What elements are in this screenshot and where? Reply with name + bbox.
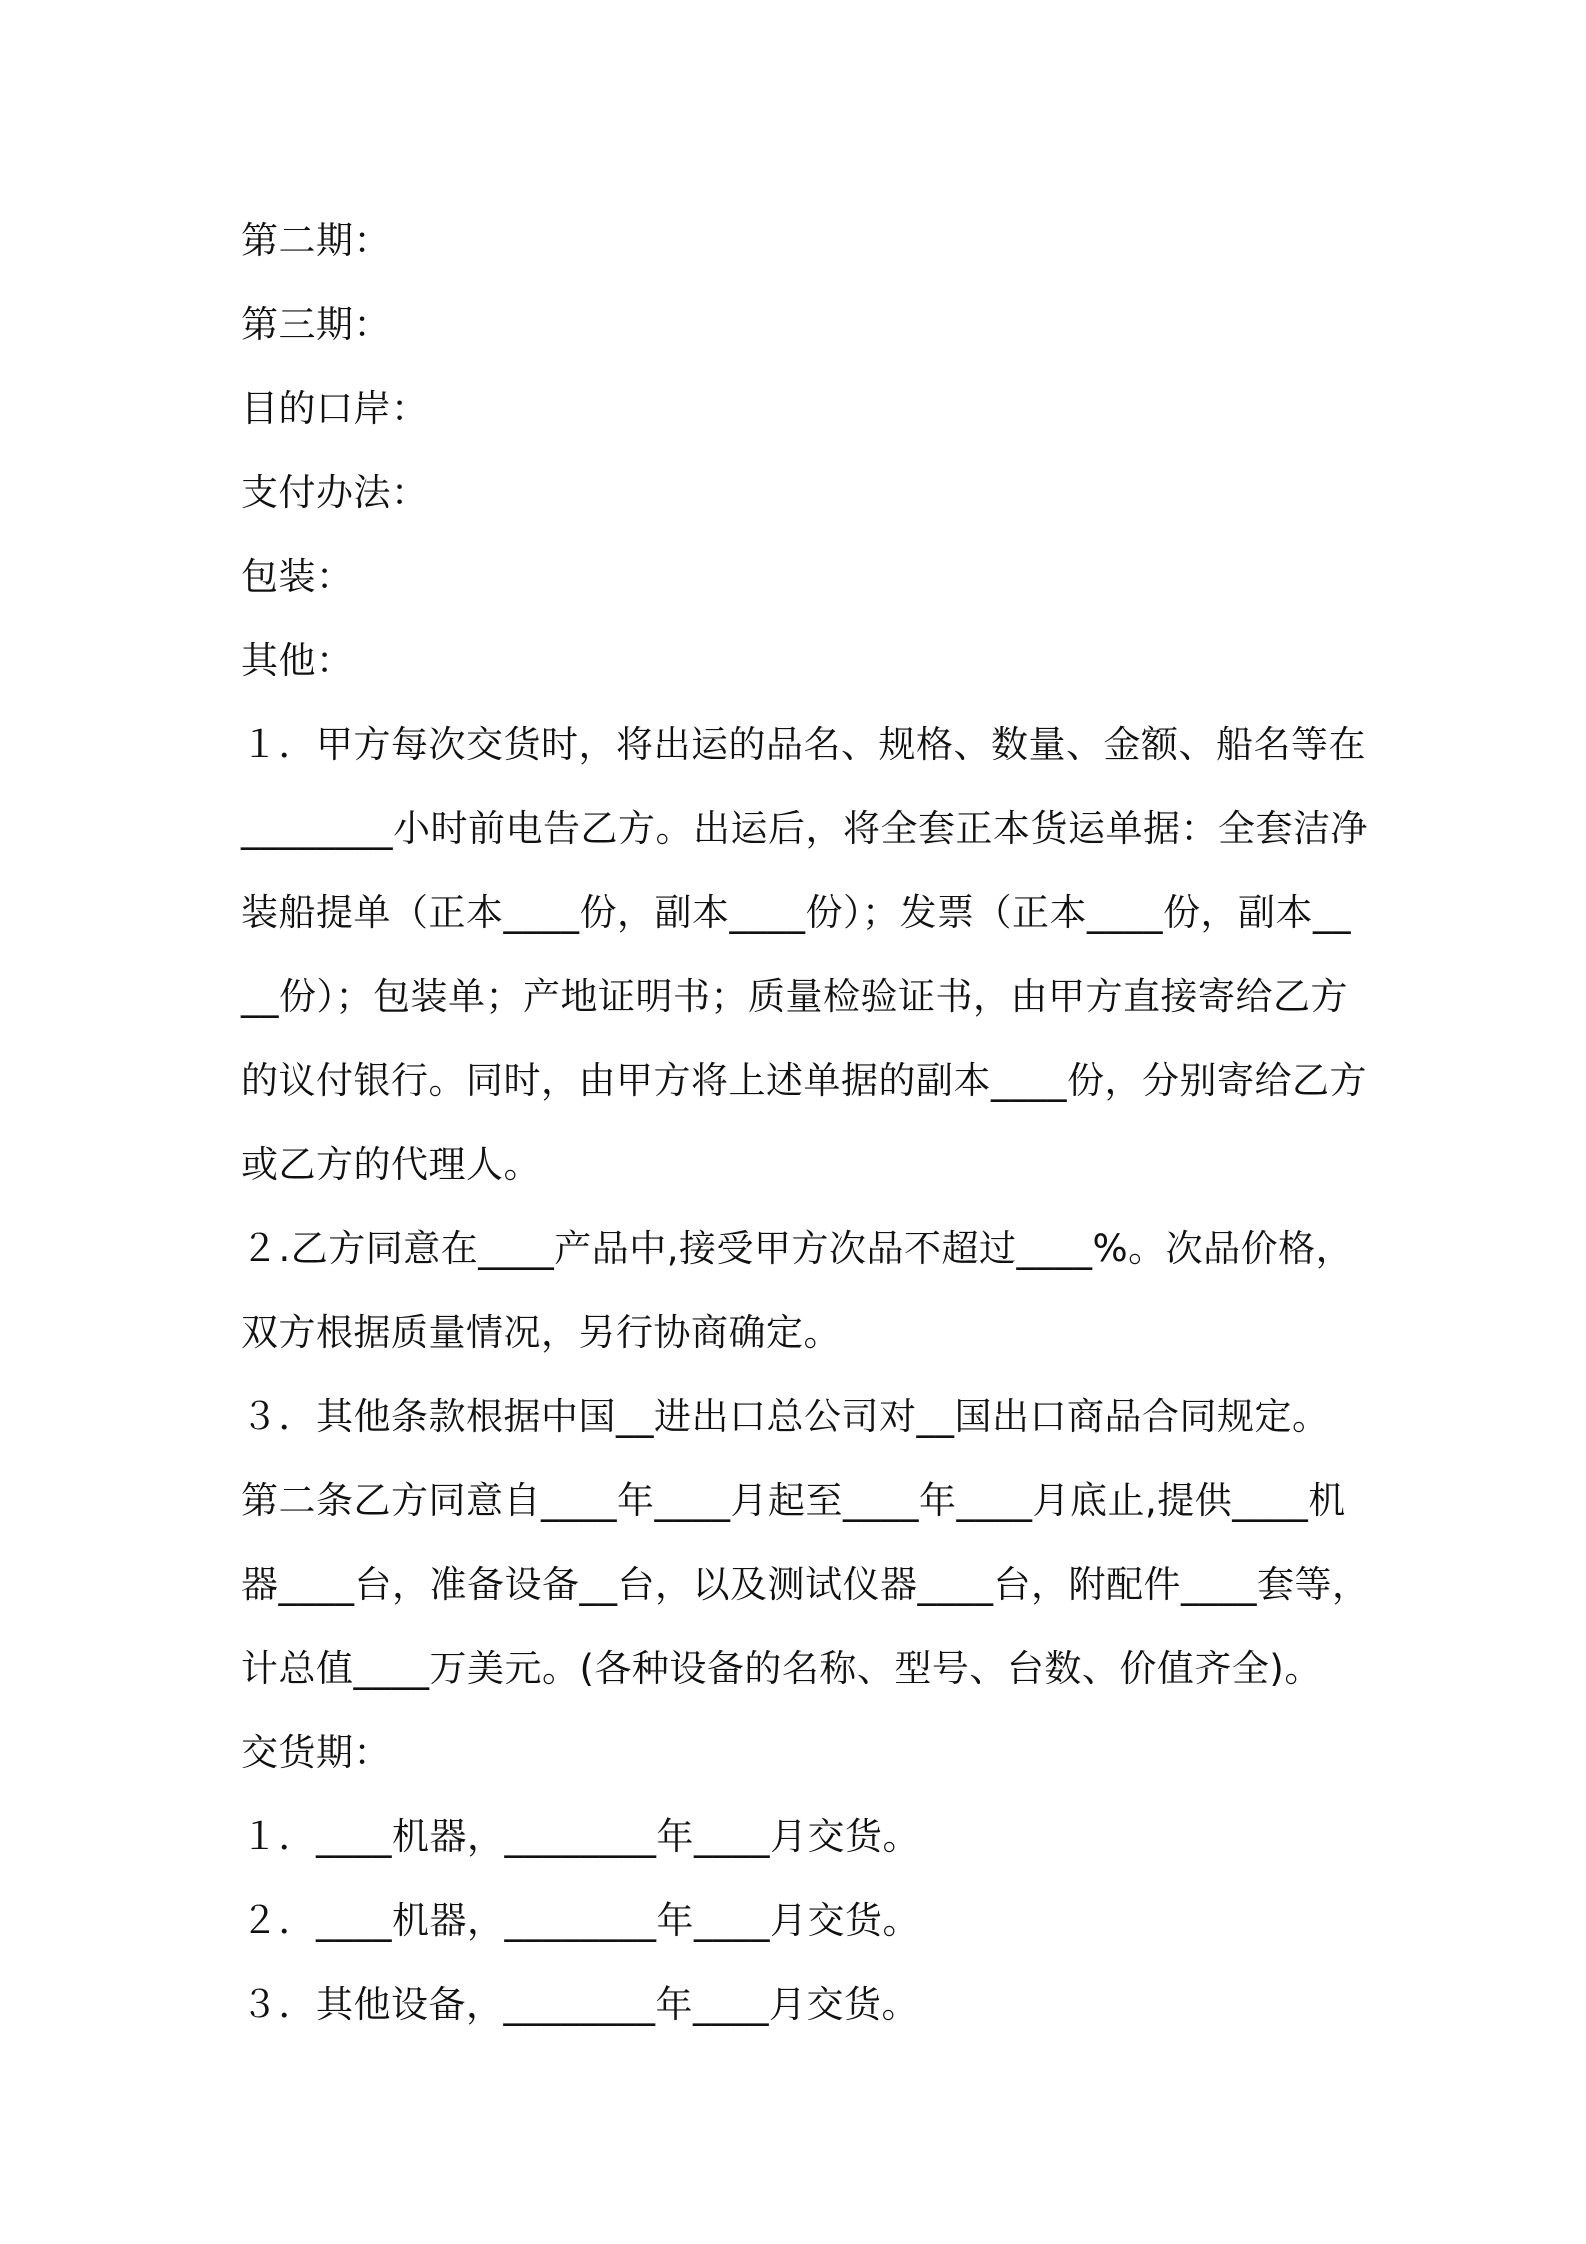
clause-1 [241, 703, 1366, 1207]
clause-3: ３．其他条款根据中国__进出口总公司对__国出口商品合同规定。 [241, 1395, 1330, 1438]
heading-destination-port: 目的口岸： [241, 387, 429, 430]
heading-payment-method: 支付办法： [241, 471, 429, 514]
article-2 [241, 1459, 1370, 1711]
delivery-item-3: ３．其他设备，________年____月交货。 [241, 1983, 919, 2026]
delivery-heading: 交货期： [241, 1731, 391, 1774]
clause-1-line: １．甲方每次交货时，将出运的品名、规格、数量、金额、船名等在 [241, 723, 1366, 766]
article-2-line: 计总值____万美元。(各种设备的名称、型号、台数、价值齐全)。 [241, 1647, 1322, 1690]
clause-1-line: 的议付银行。同时，由甲方将上述单据的副本____份，分别寄给乙方 [241, 1059, 1367, 1102]
heading-packaging: 包装： [241, 555, 354, 598]
clause-2-line: 双方根据质量情况，另行协商确定。 [241, 1311, 841, 1354]
heading-phase-2: 第二期： [241, 219, 391, 262]
heading-phase-3: 第三期： [241, 303, 391, 346]
clause-1-line: 或乙方的代理人。 [241, 1143, 541, 1186]
article-2-line: 器____台，准备设备__台，以及测试仪器____台，附配件____套等， [241, 1563, 1370, 1606]
clause-2 [241, 1207, 1366, 1375]
clause-1-line: 装船提单（正本____份，副本____份）；发票（正本____份，副本__ [241, 891, 1351, 934]
clause-2-line: ２.乙方同意在____产品中,接受甲方次品不超过____%。次品价格， [241, 1227, 1354, 1270]
heading-other: 其他： [241, 639, 354, 682]
document-body [241, 199, 1370, 2047]
delivery-item-2: ２．____机器，________年____月交货。 [241, 1899, 920, 1942]
delivery-item-1: １．____机器，________年____月交货。 [241, 1815, 920, 1858]
article-2-line: 第二条乙方同意自____年____月起至____年____月底止,提供____机 [241, 1479, 1346, 1522]
clause-1-line: ________小时前电告乙方。出运后，将全套正本货运单据：全套洁净 [241, 807, 1368, 850]
clause-1-line: __份）；包装单；产地证明书；质量检验证书，由甲方直接寄给乙方 [241, 975, 1348, 1018]
